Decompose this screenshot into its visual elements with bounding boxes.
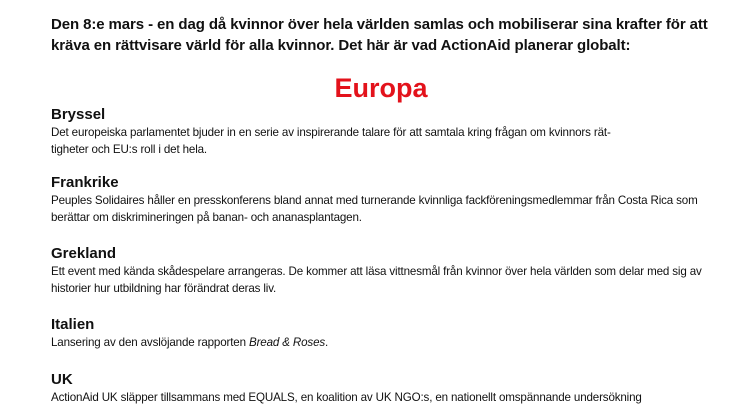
section-heading: UK xyxy=(51,371,73,388)
report-title: Bread & Roses xyxy=(248,336,326,349)
region-title: Europa xyxy=(334,73,428,103)
section-text xyxy=(51,334,711,351)
section-text-part-1: Det europeiska parlamentet bjuder in en serie av inspirerande talare för att samtala kring frågan om kvinnors rät- xyxy=(51,126,611,139)
section-uk xyxy=(51,371,711,406)
section-text: ActionAid UK släpper tillsammans med EQUALS, en koalition av UK NGO:s, en nationellt omspännande undersökning xyxy=(51,391,642,404)
section-italien xyxy=(51,316,711,351)
section-grekland xyxy=(51,245,711,297)
section-text-part-2: tigheter och EU:s roll i det hela. xyxy=(51,143,208,156)
intro-paragraph: Den 8:e mars - en dag då kvinnor över hela världen samlas och mobiliserar sina krafter för att kräva en rättvisare värld för alla kvinnor. Det här är vad ActionAid planerar globalt: xyxy=(51,16,708,54)
section-heading: Grekland xyxy=(51,245,117,262)
section-heading: Bryssel xyxy=(51,106,106,123)
section-text: Peuples Solidaires håller en presskonferens bland annat med turnerande kvinnliga fackföreningsmedlemmar från Costa Rica som berättar om diskrimineringen på banan- och ananasplantagen. xyxy=(51,194,698,224)
section-heading: Frankrike xyxy=(51,174,119,191)
section-text-before: Lansering av den avslöjande rapporten xyxy=(51,336,249,349)
document-page xyxy=(51,14,711,406)
section-text: Ett event med kända skådespelare arrangeras. De kommer att läsa vittnesmål från kvinnor över hela världen som delar med sig av historier hur utbildning har förändrat deras liv. xyxy=(51,265,702,295)
section-text xyxy=(51,124,711,158)
section-heading: Italien xyxy=(51,316,95,333)
section-text-after: . xyxy=(325,336,329,349)
section-frankrike xyxy=(51,174,711,226)
section-bryssel xyxy=(51,106,711,158)
